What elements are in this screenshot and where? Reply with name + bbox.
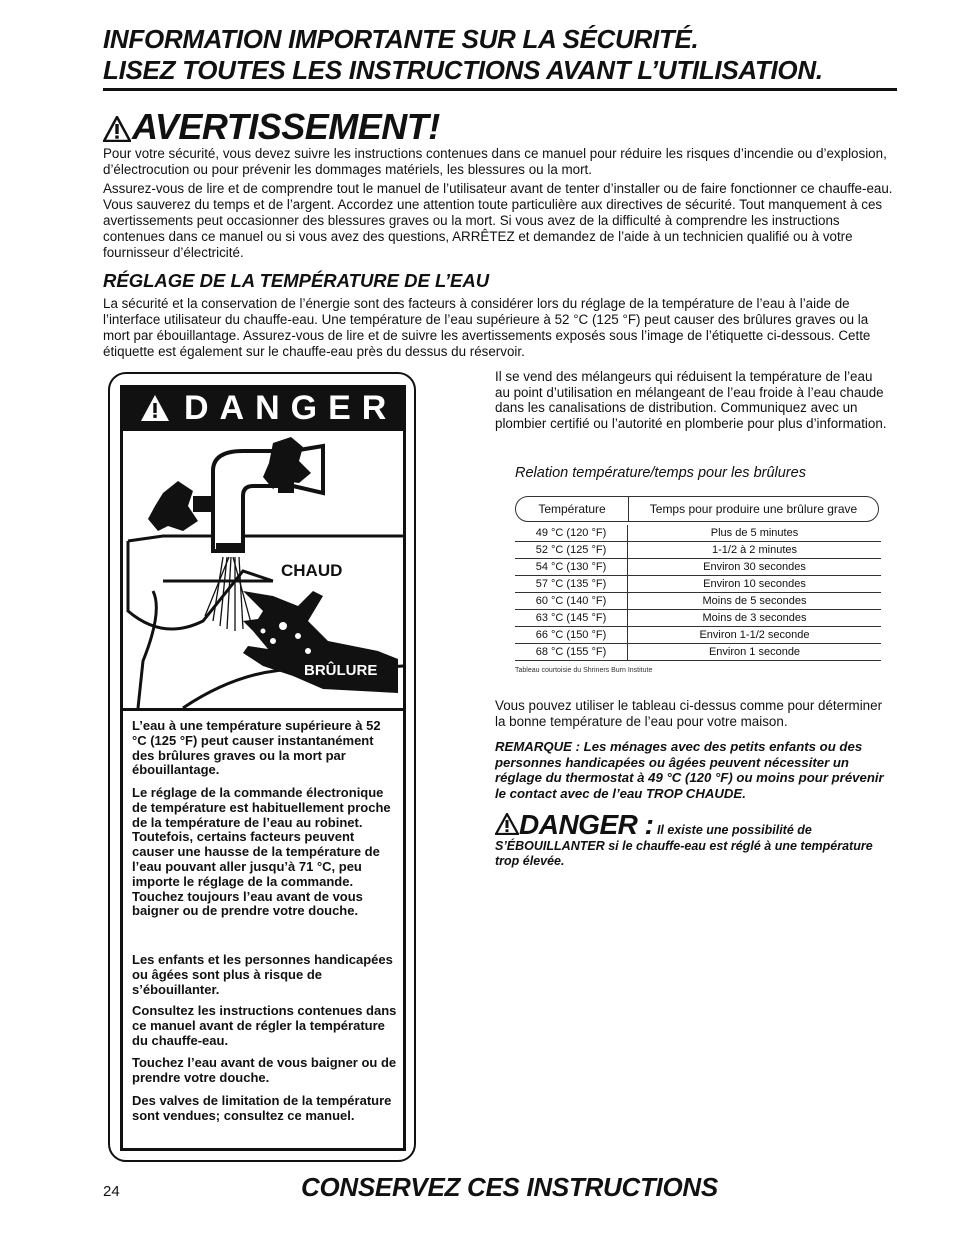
page-number: 24 (103, 1183, 120, 1200)
table-row (515, 525, 881, 542)
table-cell-temp: 54 °C (130 °F) (515, 559, 628, 575)
mixers-paragraph: Il se vend des mélangeurs qui réduisent la température de l’eau au point d’utilisation en mélangeant de l’eau froide à l’eau chaude dans les canalisations de distribution. Communiquez avec un plombier certifié ou l’autorité en plomberie pour plus d’information. (495, 369, 887, 431)
burn-table-body (515, 525, 881, 661)
header-line-1: INFORMATION IMPORTANTE SUR LA SÉCURITÉ. (103, 24, 699, 54)
danger-notice (495, 809, 890, 870)
label-block-3: Les enfants et les personnes handicapées ou âgées sont plus à risque de s’ébouillanter. (132, 952, 393, 997)
table-cell-time: Environ 10 secondes (703, 578, 806, 590)
warning-triangle-icon (140, 394, 170, 422)
warning-title (103, 106, 440, 148)
table-cell-temp: 57 °C (135 °F) (515, 576, 628, 592)
table-cell-temp: 68 °C (155 °F) (515, 644, 628, 660)
table-row (515, 542, 881, 559)
page-header (103, 24, 823, 86)
hot-label: CHAUD (281, 561, 343, 580)
section-title: RÉGLAGE DE LA TEMPÉRATURE DE L’EAU (103, 270, 490, 291)
table-cell-time: Moins de 5 secondes (702, 595, 807, 607)
table-cell-temp: 60 °C (140 °F) (515, 593, 628, 609)
warning-triangle-icon (103, 116, 131, 142)
faucet-hand-illustration (123, 431, 403, 708)
use-table-paragraph: Vous pouvez utiliser le tableau ci-dessus comme pour déterminer la bonne température de l’eau pour votre maison. (495, 698, 883, 729)
table-row (515, 593, 881, 610)
table-credit: Tableau courtoisie du Shriners Burn Institute (515, 667, 653, 674)
table-cell-time: Environ 1-1/2 seconde (699, 629, 810, 641)
table-header-temperature: Température (516, 497, 629, 521)
table-row (515, 559, 881, 576)
table-row (515, 627, 881, 644)
burn-label: BRÛLURE (304, 662, 378, 679)
table-row (515, 610, 881, 627)
section-paragraph: La sécurité et la conservation de l’énergie sont des facteurs à considérer lors du réglage de la température de l’eau à l’aide de l’interface utilisateur du chauffe-eau. Une température de l’eau supérieure à 52 °C (125 °F) peut causer des brûlures graves ou la mort par ébouillantage. Assurez-vous de lire et de suivre les avertissements exposés sous l’image de l’étiquette ci-dessous. Cette étiquette est également sur le chauffe-eau près du dessus du réservoir. (103, 296, 871, 359)
header-line-2: LISEZ TOUTES LES INSTRUCTIONS AVANT L’UTILISATION. (103, 55, 823, 85)
header-divider (103, 88, 897, 91)
table-row (515, 644, 881, 661)
table-cell-time: Moins de 3 secondes (702, 612, 807, 624)
table-cell-time: Environ 30 secondes (703, 561, 806, 573)
warning-paragraph-2: Assurez-vous de lire et de comprendre tout le manuel de l’utilisateur avant de tenter d’installer ou de faire fonctionner ce chauffe-eau. Vous sauverez du temps et de l’argent. Accordez une attention toute particulière aux directives de sécurité. Tout manquement à ces avertissements peut occasionner des blessures graves ou la mort. Si vous avez de la difficulté à comprendre les instructions contenues dans ce manuel ou si vous avez des questions, ARRÊTEZ et demandez de l’aide à un technicien qualifié ou à votre fournisseur d’électricité. (103, 181, 893, 260)
danger-notice-text: Il existe une possibilité de S’ÉBOUILLANTER si le chauffe-eau est réglé à une température trop élevée. (495, 823, 873, 868)
warning-title-text: AVERTISSEMENT! (132, 106, 440, 147)
table-row (515, 576, 881, 593)
remark-note: REMARQUE : Les ménages avec des petits enfants ou des personnes handicapées ou âgées peuvent nécessiter un réglage du thermostat à 49 °C (120 °F) ou moins pour prévenir le contact avec de l’eau TROP CHAUDE. (495, 739, 884, 801)
warning-triangle-icon (495, 813, 519, 835)
danger-label-header (120, 385, 406, 431)
danger-label-title: DANGER (184, 388, 398, 427)
table-cell-time: 1-1/2 à 2 minutes (712, 544, 797, 556)
warning-paragraph-1: Pour votre sécurité, vous devez suivre les instructions contenues dans ce manuel pour réduire les risques d’incendie ou d’explosion, d’électrocution ou pour prévenir les dommages matériels, les blessures ou la mort. (103, 146, 887, 177)
table-cell-temp: 49 °C (120 °F) (515, 525, 628, 541)
danger-label-divider (120, 708, 406, 711)
table-cell-time: Environ 1 seconde (708, 646, 801, 658)
table-cell-time: Plus de 5 minutes (710, 527, 799, 539)
burn-table-title: Relation température/temps pour les brûlures (515, 465, 806, 481)
table-cell-temp: 63 °C (145 °F) (515, 610, 628, 626)
danger-notice-title: DANGER : (519, 809, 654, 840)
label-block-2: Le réglage de la commande électronique de température est habituellement proche de la température de l’eau au robinet. Toutefois, certains facteurs peuvent causer une hausse de la température de l’eau pouvant aller jusqu’à 71 °C, peu importe le réglage de la commande. Touchez toujours l’eau avant de vous baigner ou de prendre votre douche. (132, 785, 391, 919)
table-cell-temp: 66 °C (150 °F) (515, 627, 628, 643)
label-block-6: Des valves de limitation de la température sont vendues; consultez ce manuel. (132, 1093, 392, 1123)
label-block-4: Consultez les instructions contenues dans ce manuel avant de régler la température du chauffe-eau. (132, 1003, 397, 1048)
footer-title: CONSERVEZ CES INSTRUCTIONS (301, 1172, 718, 1202)
table-cell-temp: 52 °C (125 °F) (515, 542, 628, 558)
table-header-time: Temps pour produire une brûlure grave (649, 502, 858, 516)
burn-table-header (515, 496, 879, 522)
label-block-1: L’eau à une température supérieure à 52 °C (125 °F) peut causer instantanément des brûlures graves ou la mort par ébouillantage. (132, 718, 381, 778)
label-block-5: Touchez l’eau avant de vous baigner ou de prendre votre douche. (132, 1055, 397, 1085)
